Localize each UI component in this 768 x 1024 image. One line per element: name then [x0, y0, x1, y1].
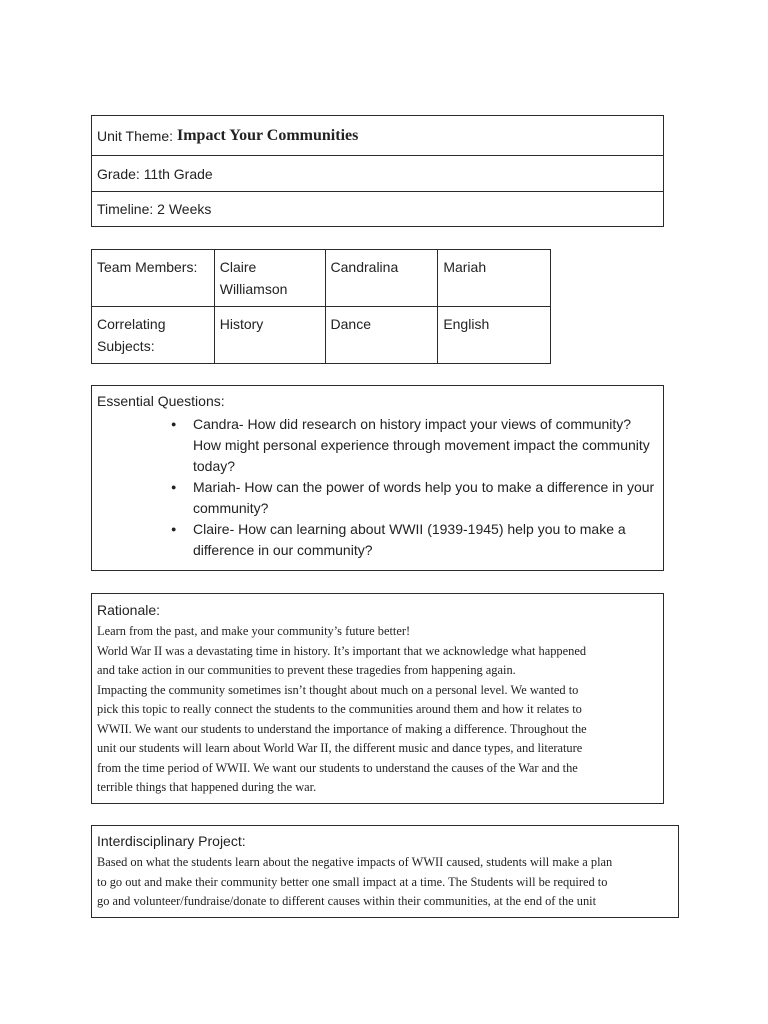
subject-english: English: [438, 307, 551, 364]
unit-theme-label: Unit Theme:: [97, 127, 173, 144]
rationale-line: and take action in our communities to prevent these tragedies from happening again.: [97, 663, 516, 677]
essential-questions-box: [91, 385, 664, 571]
essential-questions-list: [97, 414, 658, 561]
rationale-line: terrible things that happened during the war.: [97, 780, 317, 794]
unit-theme-value: Impact Your Communities: [177, 126, 359, 144]
grade-text: Grade: 11th Grade: [97, 165, 213, 182]
unit-theme-row: [92, 116, 663, 155]
rationale-line: World War II was a devastating time in history. It’s important that we acknowledge what happened: [97, 643, 587, 658]
timeline-text: Timeline: 2 Weeks: [97, 201, 212, 217]
rationale-box: [91, 593, 664, 804]
rationale-line: from the time period of WWII. We want our students to understand the causes of the War and the: [97, 760, 578, 775]
rationale-line: WWII. We want our students to understand the importance of making a difference. Throughout the: [97, 721, 587, 736]
rationale-line: pick this topic to really connect the students to the communities around them and how it relates to: [97, 702, 582, 716]
subjects-row: [92, 307, 551, 364]
rationale-line: unit our students will learn about World War II, the different music and dance types, and literature: [97, 741, 583, 755]
subjects-label: Correlating Subjects:: [92, 307, 215, 364]
team-members-label: Team Members:: [92, 250, 215, 307]
team-member-candralina: Candralina: [325, 250, 438, 307]
list-item: ● Mariah- How can the power of words help you to make a difference in your community?: [167, 477, 658, 519]
rationale-line: Learn from the past, and make your community’s future better!: [97, 624, 411, 638]
list-item: ● Candra- How did research on history impact your views of community?How might personal experience through movement impact the community today?: [167, 414, 658, 477]
project-heading: Interdisciplinary Project:: [97, 833, 246, 849]
timeline-row: [92, 191, 663, 226]
team-member-mariah: Mariah: [438, 250, 551, 307]
rationale-heading: Rationale:: [97, 602, 161, 618]
team-table: [91, 249, 551, 364]
team-members-row: [92, 250, 551, 307]
rationale-line: Impacting the community sometimes isn’t thought about much on a personal level. We wanted to: [97, 682, 579, 697]
project-line: to go out and make their community better one small impact at a time. The Students will be required to: [97, 874, 608, 889]
essential-questions-heading: Essential Questions:: [97, 393, 225, 409]
unit-info-table: [91, 115, 664, 227]
subject-dance: Dance: [325, 307, 438, 364]
interdisciplinary-project-box: [91, 825, 679, 918]
project-line: Based on what the students learn about the negative impacts of WWII caused, students will make a plan: [97, 855, 613, 869]
team-member-claire: Claire Williamson: [214, 250, 325, 307]
grade-row: [92, 155, 663, 191]
project-line: go and volunteer/fundraise/donate to different causes within their communities, at the end of the unit: [97, 894, 597, 908]
list-item: ● Claire- How can learning about WWII (1939-1945) help you to make a difference in our community?: [167, 519, 658, 561]
subject-history: History: [214, 307, 325, 364]
